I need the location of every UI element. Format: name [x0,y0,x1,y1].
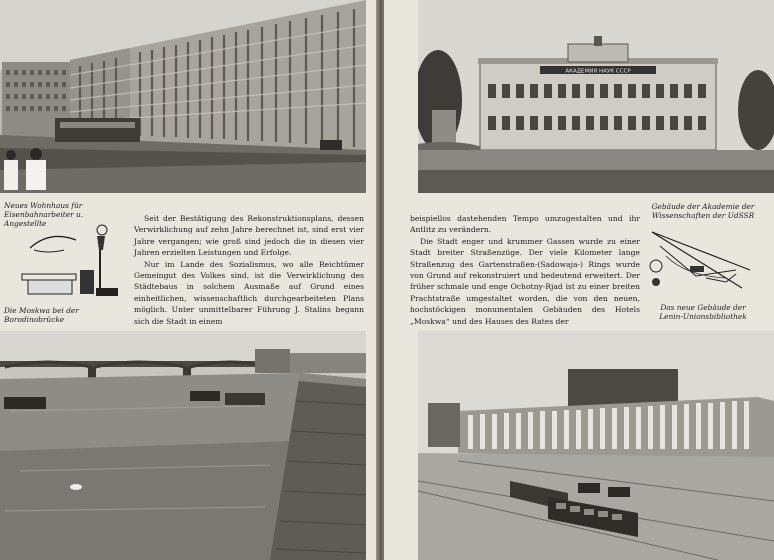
left-body-text [134,213,364,327]
left-paragraph-2: Nur im Lande des Sozialismus, wo alle Reichtümer Gemeingut des Volkes sind, ist die Verwirklichung des Städtebaus in solchem Ausmaße auf Grund eines einheitlichen, wissenschaftlich durchgearbeiteten Plans möglich. Unter unmittelbarer Führung J. Stalins begann sich die Stadt in einem [134,259,364,326]
library-caption: Das neue Gebäude der Lenin-Unionsbibliothek [659,303,747,321]
right-paragraph-1: beispiellos dastehenden Tempo umzugestalten und ihr Antlitz zu verändern. [410,214,640,235]
academy-sign-text: АКАДЕМИЯ НАУК СССР [565,68,631,75]
academy-caption: Gebäude der Akademie der Wissenschaften der UdSSR [651,202,755,220]
housing-photo [0,0,366,193]
right-page [384,0,774,560]
right-paragraph-2: Die Stadt enger und krummer Gassen wurde zu einer Stadt breiter Straßenzüge. Der viele Kilometer lange Straßenzug des Gartenstraßen-(Sadowaja-) Rings wurde von Grund auf rekonstruiert und bedeutend erweitert. Der früher schmale und enge Ochotny-Rjad ist zu einer breiten Prachtstraße umgestaltet worden, die von den neuen, hochstöckigen monumentalen Gebäuden des Hotels „Moskwa“ und des Hauses des Rates der [410,236,640,326]
library-photo [418,331,774,560]
academy-photo [418,0,774,193]
bridge-sketch [20,222,122,302]
right-body-text [410,213,640,327]
moskwa-caption: Die Moskwa bei der Borodinobrücke [4,306,79,324]
library-sketch [646,226,758,298]
left-page [0,0,378,560]
left-paragraph-1: Seit der Bestätigung des Rekonstruktionsplans, dessen Verwirklichung auf zehn Jahre berechnet ist, sind erst vier Jahre vergangen; wie groß sind jedoch die in diesen vier Jahren erzielten Leistungen und Erfolge. [134,214,364,258]
moskwa-photo [0,331,366,560]
housing-caption: Neues Wohnhaus für Eisenbahnarbeiter u. Angestellte [4,201,84,228]
